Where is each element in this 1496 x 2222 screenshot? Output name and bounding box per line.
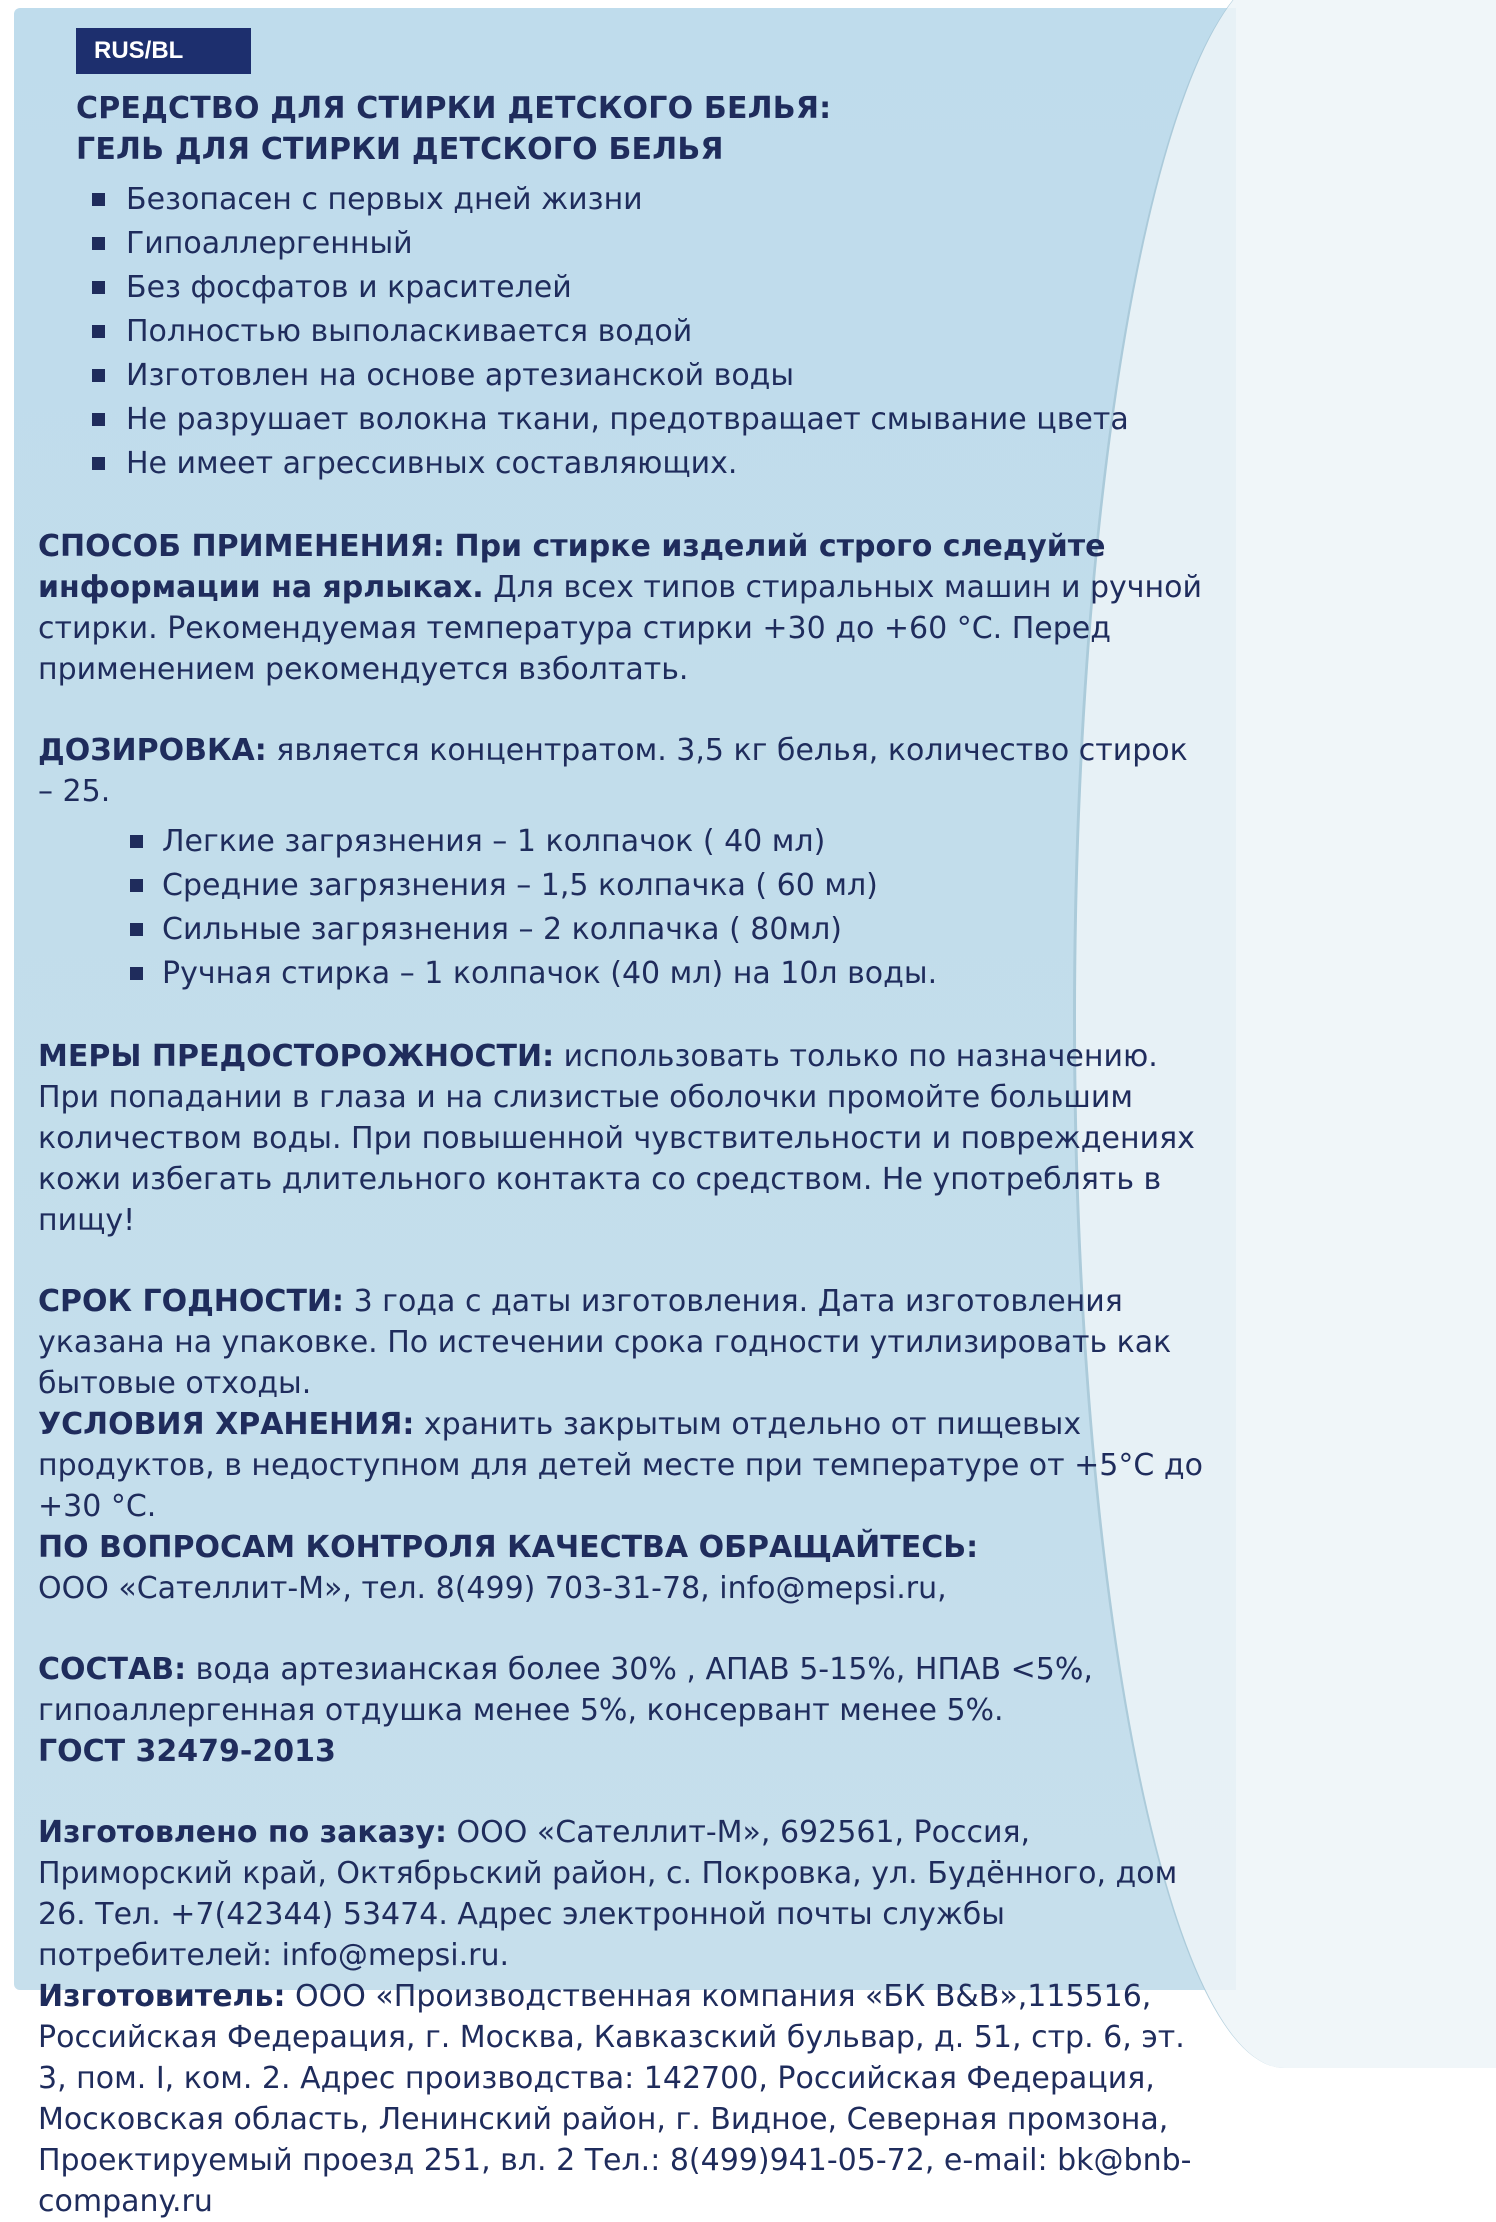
dosage-item: Сильные загрязнения – 2 колпачка ( 80мл) <box>28 908 1208 952</box>
quality-section <box>28 1527 1208 1609</box>
dosage-item: Легкие загрязнения – 1 колпачок ( 40 мл) <box>28 820 1208 864</box>
feature-item: Полностью выполаскивается водой <box>28 310 1208 354</box>
quality-heading: ПО ВОПРОСАМ КОНТРОЛЯ КАЧЕСТВА ОБРАЩАЙТЕСЬ: <box>38 1530 979 1565</box>
usage-heading: СПОСОБ ПРИМЕНЕНИЯ: <box>38 529 445 564</box>
dosage-text: является концентратом. 3,5 кг белья, количество стирок – 25. <box>38 733 1188 809</box>
dosage-list <box>28 820 1208 996</box>
manufacturer-text: ООО «Производственная компания «БК В&В»,115516, Российская Федерация, г. Москва, Кавказский бульвар, д. 51, стр. 6, эт. 3, пом. I, ком. 2. Адрес производства: 142700, Российская Федерация, Московская область, Ленинский район, г. Видное, Северная промзона, Проектируемый проезд 251, вл. 2 Тел.: 8(499)941-05-72, e-mail: bk@bnb-company.ru <box>38 1979 1192 2219</box>
storage-heading: УСЛОВИЯ ХРАНЕНИЯ: <box>38 1407 415 1442</box>
feature-item: Гипоаллергенный <box>28 222 1208 266</box>
storage-section <box>28 1404 1208 1527</box>
feature-list <box>28 178 1208 486</box>
precautions-heading: МЕРЫ ПРЕДОСТОРОЖНОСТИ: <box>38 1039 555 1074</box>
composition-section <box>28 1649 1208 1731</box>
shelf-life-text: 3 года с даты изготовления. Дата изготовления указана на упаковке. По истечении срока годности утилизировать как бытовые отходы. <box>38 1284 1172 1401</box>
product-label <box>14 8 1236 2219</box>
feature-item: Изготовлен на основе артезианской воды <box>28 354 1208 398</box>
manufacturer-section <box>28 1976 1208 2222</box>
gost-standard: ГОСТ 32479-2013 <box>38 1734 336 1769</box>
dosage-item: Средние загрязнения – 1,5 колпачка ( 60 мл) <box>28 864 1208 908</box>
storage-text: хранить закрытым отдельно от пищевых продуктов, в недоступном для детей месте при температуре от +5°С до +30 °С. <box>38 1407 1203 1524</box>
composition-heading: СОСТАВ: <box>38 1652 187 1687</box>
label-text <box>28 88 1208 2222</box>
product-title-line-2: ГЕЛЬ ДЛЯ СТИРКИ ДЕТСКОГО БЕЛЬЯ <box>76 132 724 167</box>
composition-text: вода артезианская более 30% , АПАВ 5-15%, НПАВ <5%, гипоаллергенная отдушка менее 5%, консервант менее 5%. <box>38 1652 1093 1728</box>
dosage-item: Ручная стирка – 1 колпачок (40 мл) на 10л воды. <box>28 952 1208 996</box>
usage-section <box>28 526 1208 690</box>
feature-item: Не имеет агрессивных составляющих. <box>28 442 1208 486</box>
usage-text: Для всех типов стиральных машин и ручной стирки. Рекомендуемая температура стирки +30 до +60 °С. Перед применением рекомендуется взболтать. <box>38 570 1202 687</box>
feature-item: Не разрушает волокна ткани, предотвращает смывание цвета <box>28 398 1208 442</box>
shelf-life-section <box>28 1281 1208 1404</box>
usage-bold-text: При стирке изделий строго следуйте информации на ярлыках. <box>38 529 1106 605</box>
precautions-text: использовать только по назначению. При попадании в глаза и на слизистые оболочки промойте большим количеством воды. При повышенной чувствительности и повреждениях кожи избегать длительного контакта со средством. Не употреблять в пищу! <box>38 1039 1195 1238</box>
feature-item: Безопасен с первых дней жизни <box>28 178 1208 222</box>
dosage-heading: ДОЗИРОВКА: <box>38 733 267 768</box>
quality-text: ООО «Сателлит-М», тел. 8(499) 703-31-78, info@mepsi.ru, <box>38 1571 947 1606</box>
ordered-by-text: ООО «Сателлит-М», 692561, Россия, Приморский край, Октябрьский район, с. Покровка, ул. Будённого, дом 26. Тел. +7(42344) 53474. Адрес электронной почты службы потребителей: info@mepsi.ru. <box>38 1815 1178 1973</box>
ordered-by-heading: Изготовлено по заказу: <box>38 1815 447 1850</box>
feature-item: Без фосфатов и красителей <box>28 266 1208 310</box>
region-badge: RUS/BL <box>76 28 251 74</box>
product-title-line-1: СРЕДСТВО ДЛЯ СТИРКИ ДЕТСКОГО БЕЛЬЯ: <box>76 91 832 126</box>
ordered-by-section <box>28 1812 1208 1976</box>
manufacturer-heading: Изготовитель: <box>38 1979 286 2014</box>
precautions-section <box>28 1036 1208 1241</box>
dosage-section <box>28 730 1208 812</box>
shelf-life-heading: СРОК ГОДНОСТИ: <box>38 1284 345 1319</box>
